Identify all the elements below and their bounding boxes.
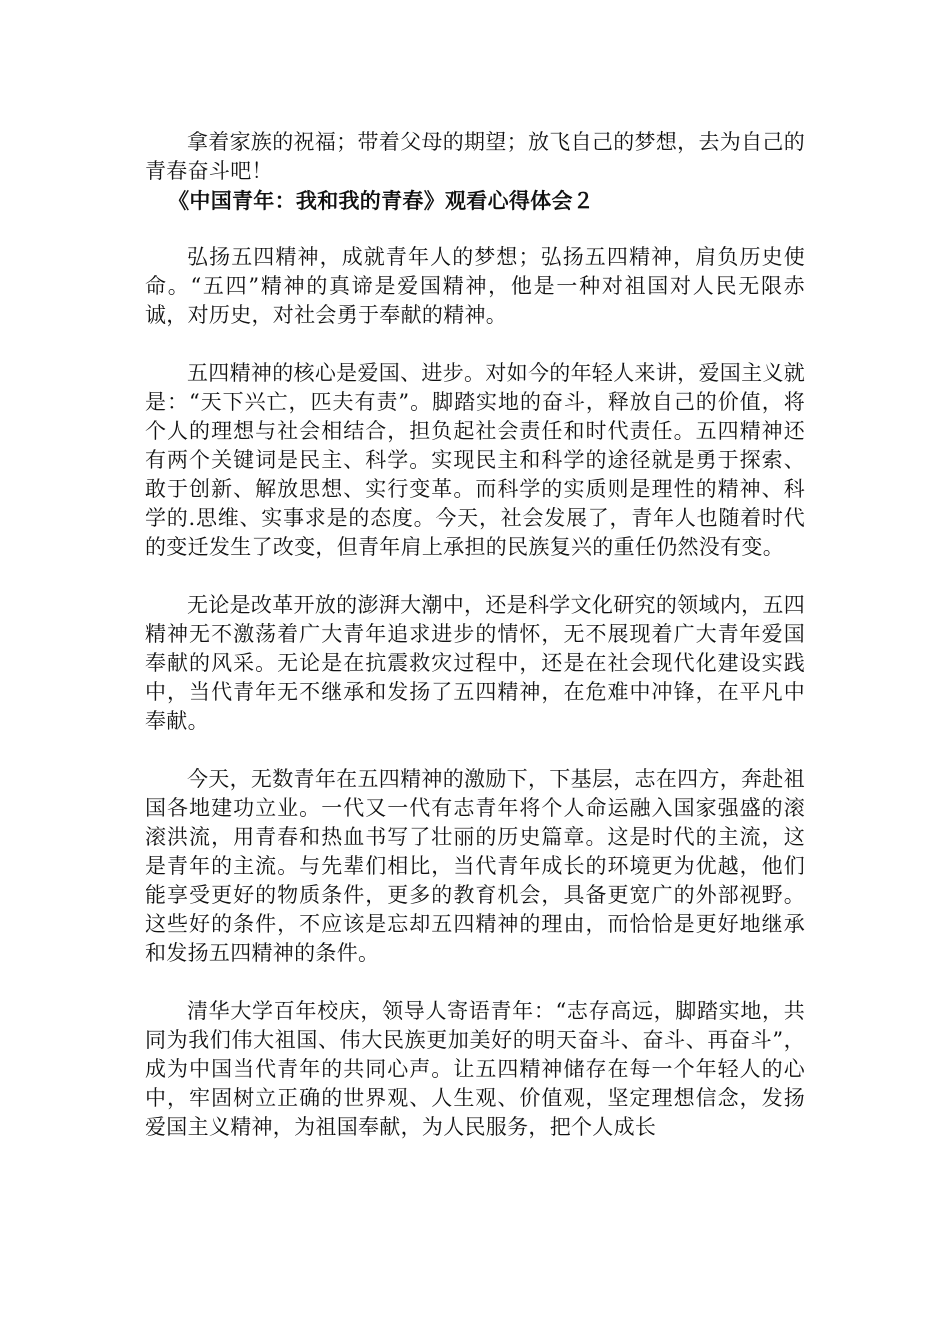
paragraph-5: 清华大学百年校庆，领导人寄语青年：“志存高远，脚踏实地，共同为我们伟大祖国、伟大民族更加美好的明天奋斗、奋斗、再奋斗”，成为中国当代青年的共同心声。让五四精神储存在每一个年轻人的心中，牢固树立正确的世界观、人生观、价值观，坚定理想信念，发扬爱国主义精神，为祖国奉献，为人民服务，把个人成长: [145, 999, 805, 1139]
paragraph-intro: 拿着家族的祝福；带着父母的期望；放飞自己的梦想，去为自己的青春奋斗吧！: [145, 130, 805, 183]
paragraph-4: 今天，无数青年在五四精神的激励下，下基层，志在四方，奔赴祖国各地建功立业。一代又一代有志青年将个人命运融入国家强盛的滚滚洪流，用青春和热血书写了壮丽的历史篇章。这是时代的主流，这是青年的主流。与先辈们相比，当代青年成长的环境更为优越，他们能享受更好的物质条件，更多的教育机会，具备更宽广的外部视野。这些好的条件，不应该是忘却五四精神的理由，而恰恰是更好地继承和发扬五四精神的条件。: [145, 767, 805, 965]
paragraph-spacer: [145, 736, 805, 765]
paragraph-spacer: [145, 968, 805, 997]
paragraph-2: 五四精神的核心是爱国、进步。对如今的年轻人来讲，爱国主义就是：“天下兴亡，匹夫有责”。脚踏实地的奋斗，释放自己的价值，将个人的理想与社会相结合，担负起社会责任和时代责任。五四精神还有两个关键词是民主、科学。实现民主和科学的途径就是勇于探索、敢于创新、解放思想、实行变革。而科学的实质则是理性的精神、科学的.思维、实事求是的态度。今天，社会发展了，青年人也随着时代的变迁发生了改变，但青年肩上承担的民族复兴的重任仍然没有变。: [145, 361, 805, 559]
document-body: [145, 128, 805, 1142]
paragraph-spacer: [145, 562, 805, 591]
paragraph-spacer: [145, 330, 805, 359]
paragraph-1: 弘扬五四精神，成就青年人的梦想；弘扬五四精神，肩负历史使命。“五四”精神的真谛是爱国精神，他是一种对祖国对人民无限赤诚，对历史，对社会勇于奉献的精神。: [145, 245, 805, 327]
section-heading: 《中国青年：我和我的青春》观看心得体会２: [168, 188, 595, 213]
paragraph-3: 无论是改革开放的澎湃大潮中，还是科学文化研究的领域内，五四精神无不激荡着广大青年追求进步的情怀，无不展现着广大青年爱国奉献的风采。无论是在抗震救灾过程中，还是在社会现代化建设实践中，当代青年无不继承和发扬了五四精神，在危难中冲锋，在平凡中奉献。: [145, 593, 805, 733]
